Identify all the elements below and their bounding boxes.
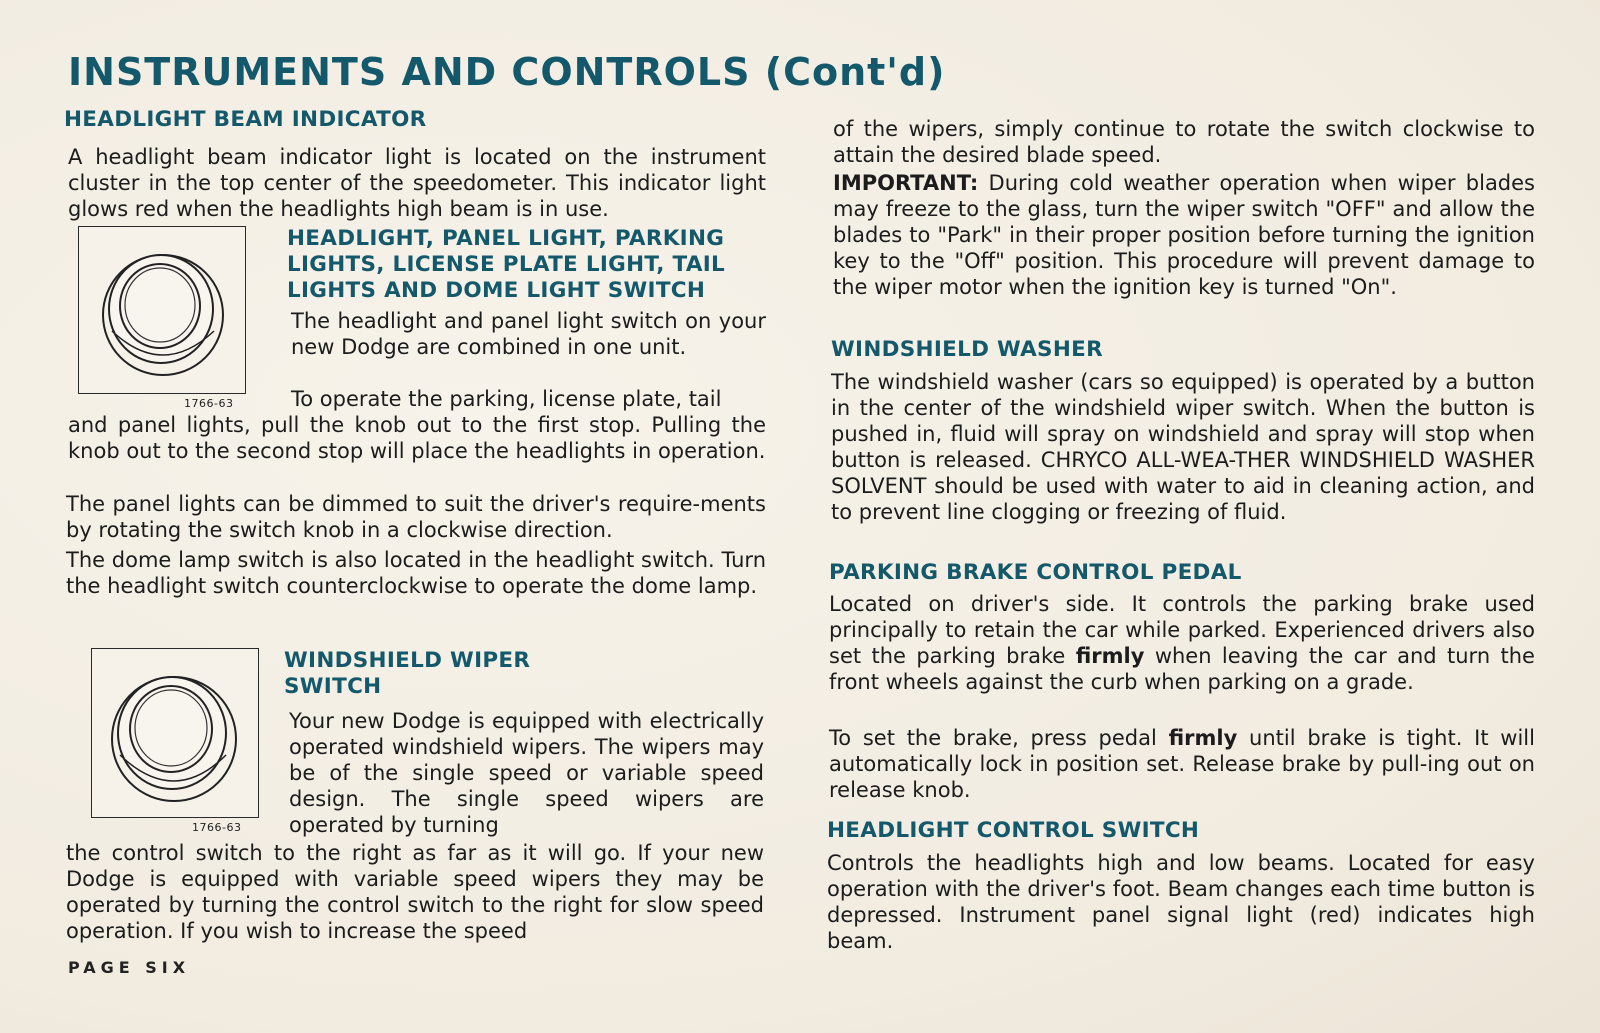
paragraph-dome-lamp: The dome lamp switch is also located in the headlight switch. Turn the headlight switch counterclockwise to operate the dome lamp. [66, 548, 766, 598]
heading-light-switch-line1: HEADLIGHT, PANEL LIGHT, PARKING [287, 226, 725, 251]
figure-caption: 1766-63 [192, 821, 242, 834]
headlight-switch-figure [78, 226, 246, 394]
paragraph-wiper-variable: the control switch to the right as far as it will go. If your new Dodge is equipped with variable speed wipers they may be operated by turning the control switch to the right for slow speed operation. If you wish to increase the speed [66, 841, 764, 943]
page-title: INSTRUMENTS AND CONTROLS (Cont'd) [68, 50, 946, 94]
paragraph-beam-indicator: A headlight beam indicator light is located on the instrument cluster in the top center of the speedometer. This indicator light glows red when the headlights high beam is in use. [68, 145, 766, 221]
text-fragment: until brake is tight. It will automatically lock in position set. Release brake by pull-ing out on release knob. [829, 726, 1535, 802]
heading-light-switch-line3: LIGHTS AND DOME LIGHT SWITCH [287, 278, 706, 303]
paragraph-wiper-continued: of the wipers, simply continue to rotate the switch clockwise to attain the desired blade speed. [833, 117, 1535, 167]
paragraph-operate-line1: To operate the parking, license plate, tail [291, 387, 722, 411]
heading-wiper-switch-line1: WINDSHIELD WIPER [284, 648, 531, 673]
heading-light-switch-line2: LIGHTS, LICENSE PLATE LIGHT, TAIL [287, 252, 726, 277]
emphasis-firmly: firmly [1168, 726, 1238, 750]
paragraph-important [833, 170, 1535, 300]
heading-headlight-control-switch: HEADLIGHT CONTROL SWITCH [827, 818, 1200, 843]
figure-caption: 1766-63 [184, 397, 234, 410]
heading-parking-brake: PARKING BRAKE CONTROL PEDAL [829, 560, 1242, 585]
paragraph-switch-combined: The headlight and panel light switch on your new Dodge are combined in one unit. [291, 309, 766, 359]
text-fragment: when leaving the car and turn the front wheels against the curb when parking on a grade. [829, 644, 1535, 694]
paragraph-windshield-washer: The windshield washer (cars so equipped) is operated by a button in the center of the windshield wiper switch. When the button is pushed in, fluid will spray on windshield and spray will stop when button is released. CHRYCO ALL-WEA-THER WINDSHIELD WASHER SOLVENT should be used with water to aid in cleaning action, and to prevent line clogging or freezing of fluid. [831, 370, 1535, 524]
page-number: PAGE SIX [68, 958, 191, 977]
heading-wiper-switch-line2: SWITCH [284, 674, 382, 699]
paragraph-headlight-control: Controls the headlights high and low beams. Located for easy operation with the driver's foot. Beam changes each time button is depressed. Instrument panel signal light (red) indicates high beam. [827, 851, 1535, 953]
paragraph-operate: and panel lights, pull the knob out to the first stop. Pulling the knob out to the second stop will place the headlights in operation. [68, 413, 766, 463]
emphasis-firmly: firmly [1075, 644, 1145, 668]
heading-windshield-washer: WINDSHIELD WASHER [831, 337, 1103, 362]
wiper-switch-figure [91, 648, 259, 818]
important-text: During cold weather operation when wiper blades may freeze to the glass, turn the wiper switch "OFF" and allow the blades to "Park" in their proper position before turning the ignition key to the "Off" position. This procedure will prevent damage to the wiper motor when the ignition key is turned "On". [833, 171, 1535, 299]
paragraph-panel-dimming: The panel lights can be dimmed to suit the driver's require-ments by rotating the switch knob in a clockwise direction. [66, 492, 766, 542]
switch-knob-icon [79, 227, 245, 393]
paragraph-wiper-switch: Your new Dodge is equipped with electrically operated windshield wipers. The wipers may be of the single speed or variable speed design. The single speed wipers are operated by turning [289, 709, 764, 837]
important-label: IMPORTANT: [833, 171, 979, 195]
switch-knob-icon [92, 649, 258, 817]
text-fragment: To set the brake, press pedal [829, 726, 1169, 750]
paragraph-parking-brake-use [829, 591, 1535, 695]
text-fragment: Located on driver's side. It controls the parking brake used principally to retain the car while parked. Experienced drivers also set the parking brake [829, 592, 1535, 668]
paragraph-parking-brake-set [829, 725, 1535, 803]
heading-headlight-beam-indicator: HEADLIGHT BEAM INDICATOR [64, 107, 427, 132]
